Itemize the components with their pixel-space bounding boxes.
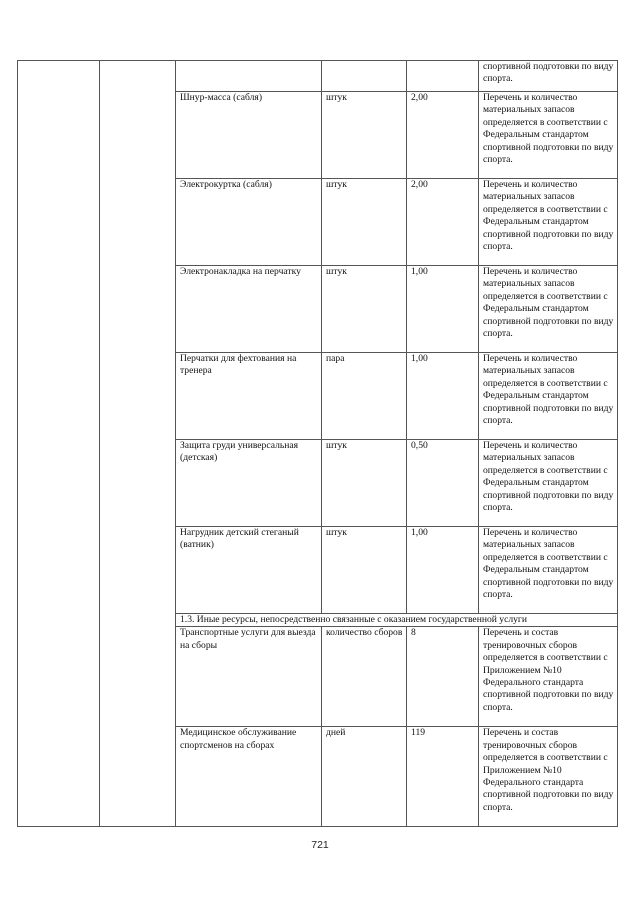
item-name: Перчатки для фехтования на тренера bbox=[176, 353, 322, 440]
item-name: Медицинское обслуживание спортсменов на сборах bbox=[176, 727, 322, 827]
resource-table bbox=[17, 60, 618, 827]
item-qty: 2,00 bbox=[407, 179, 479, 266]
note-cell: спортивной подготовки по виду спорта. bbox=[479, 61, 618, 92]
page-number: 721 bbox=[311, 839, 329, 851]
item-qty: 1,00 bbox=[407, 266, 479, 353]
item-unit: дней bbox=[322, 727, 407, 827]
item-note: Перечень и количество материальных запасов определяется в соответствии с Федеральным стандартом спортивной подготовки по виду спорта. bbox=[479, 527, 618, 614]
item-name: Транспортные услуги для выезда на сборы bbox=[176, 627, 322, 727]
item-note: Перечень и количество материальных запасов определяется в соответствии с Федеральным стандартом спортивной подготовки по виду спорта. bbox=[479, 266, 618, 353]
item-note: Перечень и состав тренировочных сборов определяется в соответствии с Приложением №10 Федерального стандарта спортивной подготовки по виду спорта. bbox=[479, 627, 618, 727]
item-name: Нагрудник детский стеганый (ватник) bbox=[176, 527, 322, 614]
item-unit: пара bbox=[322, 353, 407, 440]
item-qty: 119 bbox=[407, 727, 479, 827]
item-note: Перечень и состав тренировочных сборов определяется в соответствии с Приложением №10 Федерального стандарта спортивной подготовки по виду спорта. bbox=[479, 727, 618, 827]
item-name: Защита груди универсальная (детская) bbox=[176, 440, 322, 527]
item-unit: штук bbox=[322, 266, 407, 353]
item-note: Перечень и количество материальных запасов определяется в соответствии с Федеральным стандартом спортивной подготовки по виду спорта. bbox=[479, 353, 618, 440]
item-name: Электрокуртка (сабля) bbox=[176, 179, 322, 266]
item-name: Электронакладка на перчатку bbox=[176, 266, 322, 353]
item-qty: 1,00 bbox=[407, 527, 479, 614]
item-note: Перечень и количество материальных запасов определяется в соответствии с Федеральным стандартом спортивной подготовки по виду спорта. bbox=[479, 92, 618, 179]
item-qty: 8 bbox=[407, 627, 479, 727]
item-note: Перечень и количество материальных запасов определяется в соответствии с Федеральным стандартом спортивной подготовки по виду спорта. bbox=[479, 179, 618, 266]
table-row bbox=[18, 61, 618, 92]
item-note: Перечень и количество материальных запасов определяется в соответствии с Федеральным стандартом спортивной подготовки по виду спорта. bbox=[479, 440, 618, 527]
blank-column-2 bbox=[100, 61, 176, 827]
item-qty: 0,50 bbox=[407, 440, 479, 527]
item-unit: штук bbox=[322, 92, 407, 179]
item-qty: 1,00 bbox=[407, 353, 479, 440]
item-name: Шнур-масса (сабля) bbox=[176, 92, 322, 179]
item-qty: 2,00 bbox=[407, 92, 479, 179]
item-unit: штук bbox=[322, 440, 407, 527]
blank-column-1 bbox=[18, 61, 100, 827]
section-header: 1.3. Иные ресурсы, непосредственно связанные с оказанием государственной услуги bbox=[176, 614, 618, 627]
item-unit: количество сборов bbox=[322, 627, 407, 727]
item-unit: штук bbox=[322, 179, 407, 266]
item-unit: штук bbox=[322, 527, 407, 614]
